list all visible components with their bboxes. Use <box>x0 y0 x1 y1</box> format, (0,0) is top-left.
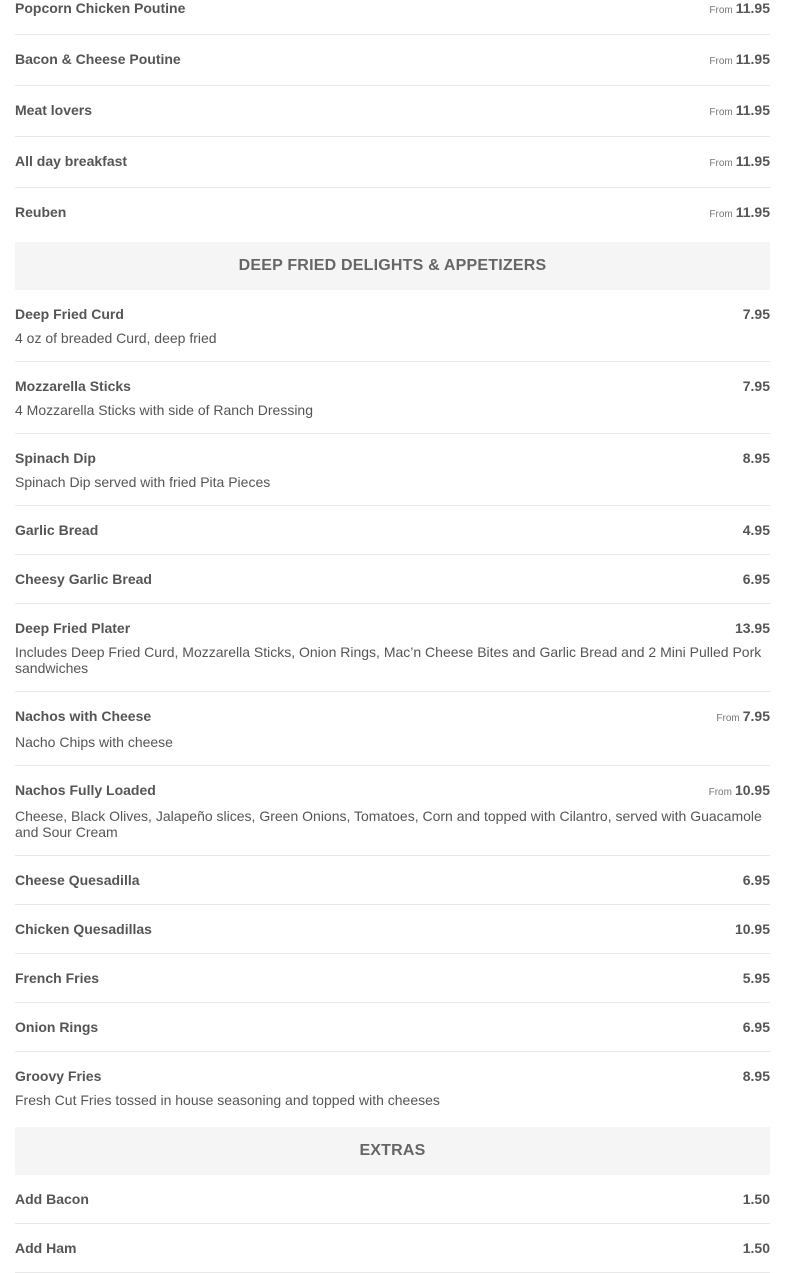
item-name: Garlic Bread <box>15 522 99 538</box>
item-description: Includes Deep Fried Curd, Mozzarella Sticks, Onion Rings, Mac’n Cheese Bites and Garlic Bread and 2 Mini Pulled Pork sandwiches <box>15 644 762 676</box>
item-price: 11.95 <box>735 102 770 118</box>
item-name: Nachos with Cheese <box>15 708 152 724</box>
from-label: From <box>709 5 733 16</box>
menu-item[interactable] <box>15 0 770 35</box>
section-header <box>15 1127 770 1175</box>
item-name: Onion Rings <box>15 1019 99 1035</box>
menu-item[interactable] <box>15 692 770 766</box>
menu-item[interactable] <box>15 137 770 188</box>
item-name: Chicken Quesadillas <box>15 921 152 937</box>
item-description: 4 Mozzarella Sticks with side of Ranch Dressing <box>15 402 314 418</box>
item-description: 4 oz of breaded Curd, deep fried <box>15 330 217 346</box>
menu-item[interactable] <box>15 1224 770 1273</box>
item-name: Spinach Dip <box>15 450 96 466</box>
section-title: EXTRAS <box>359 1142 426 1159</box>
menu-item[interactable] <box>15 856 770 905</box>
menu-item[interactable] <box>15 766 770 856</box>
item-price: 13.95 <box>734 620 770 636</box>
item-price: 1.50 <box>742 1191 770 1207</box>
item-price: 6.95 <box>742 872 770 888</box>
section-title: DEEP FRIED DELIGHTS & APPETIZERS <box>238 257 547 274</box>
menu-list <box>15 0 770 1273</box>
item-price: 6.95 <box>742 1019 770 1035</box>
section-header <box>15 242 770 290</box>
item-description: Cheese, Black Olives, Jalapeño slices, Green Onions, Tomatoes, Corn and topped with Cilantro, served with Guacamole and Sour Cream <box>15 808 762 840</box>
item-name: Deep Fried Curd <box>15 306 124 322</box>
item-price: 11.95 <box>735 51 770 67</box>
item-price: 4.95 <box>742 522 770 538</box>
menu-item[interactable] <box>15 35 770 86</box>
item-price: 7.95 <box>742 378 770 394</box>
item-name: Add Bacon <box>15 1191 89 1207</box>
item-name: French Fries <box>15 970 100 986</box>
item-name: Reuben <box>15 204 67 220</box>
item-name: Mozzarella Sticks <box>15 378 131 394</box>
item-price: 11.95 <box>735 204 770 220</box>
item-name: Bacon & Cheese Poutine <box>15 51 181 67</box>
item-price: 5.95 <box>742 970 770 986</box>
item-price: 8.95 <box>742 1068 770 1084</box>
menu-item[interactable] <box>15 954 770 1003</box>
from-label: From <box>709 107 733 118</box>
item-name: Cheese Quesadilla <box>15 872 140 888</box>
menu-item[interactable] <box>15 1175 770 1224</box>
item-name: Popcorn Chicken Poutine <box>15 0 186 16</box>
menu-item[interactable] <box>15 506 770 555</box>
from-label: From <box>709 209 733 220</box>
menu-item[interactable] <box>15 555 770 604</box>
item-price: 7.95 <box>742 708 770 724</box>
item-price: 8.95 <box>742 450 770 466</box>
item-name: Add Ham <box>15 1240 77 1256</box>
from-label: From <box>716 713 740 724</box>
menu-item[interactable] <box>15 86 770 137</box>
item-name: Deep Fried Plater <box>15 620 131 636</box>
item-price: 7.95 <box>742 306 770 322</box>
menu-item[interactable] <box>15 434 770 506</box>
item-name: Groovy Fries <box>15 1068 102 1084</box>
menu-item[interactable] <box>15 362 770 434</box>
item-price: 11.95 <box>735 153 770 169</box>
menu-item[interactable] <box>15 188 770 238</box>
item-price: 11.95 <box>735 0 770 16</box>
item-price: 10.95 <box>734 921 770 937</box>
item-name: Meat lovers <box>15 102 93 118</box>
section-items <box>15 290 770 1123</box>
item-description: Spinach Dip served with fried Pita Pieces <box>15 474 271 490</box>
item-name: Cheesy Garlic Bread <box>15 571 152 587</box>
from-label: From <box>708 787 732 798</box>
from-label: From <box>709 158 733 169</box>
item-price: 1.50 <box>742 1240 770 1256</box>
section-items <box>15 0 770 238</box>
menu-item[interactable] <box>15 1052 770 1123</box>
item-name: All day breakfast <box>15 153 128 169</box>
item-price: 6.95 <box>742 571 770 587</box>
menu-item[interactable] <box>15 604 770 692</box>
menu-item[interactable] <box>15 1003 770 1052</box>
menu-item[interactable] <box>15 905 770 954</box>
item-description: Fresh Cut Fries tossed in house seasoning and topped with cheeses <box>15 1092 440 1108</box>
item-description: Nacho Chips with cheese <box>15 734 173 750</box>
section-items <box>15 1175 770 1273</box>
item-price: 10.95 <box>734 782 770 798</box>
from-label: From <box>709 56 733 67</box>
item-name: Nachos Fully Loaded <box>15 782 156 798</box>
menu-item[interactable] <box>15 290 770 362</box>
